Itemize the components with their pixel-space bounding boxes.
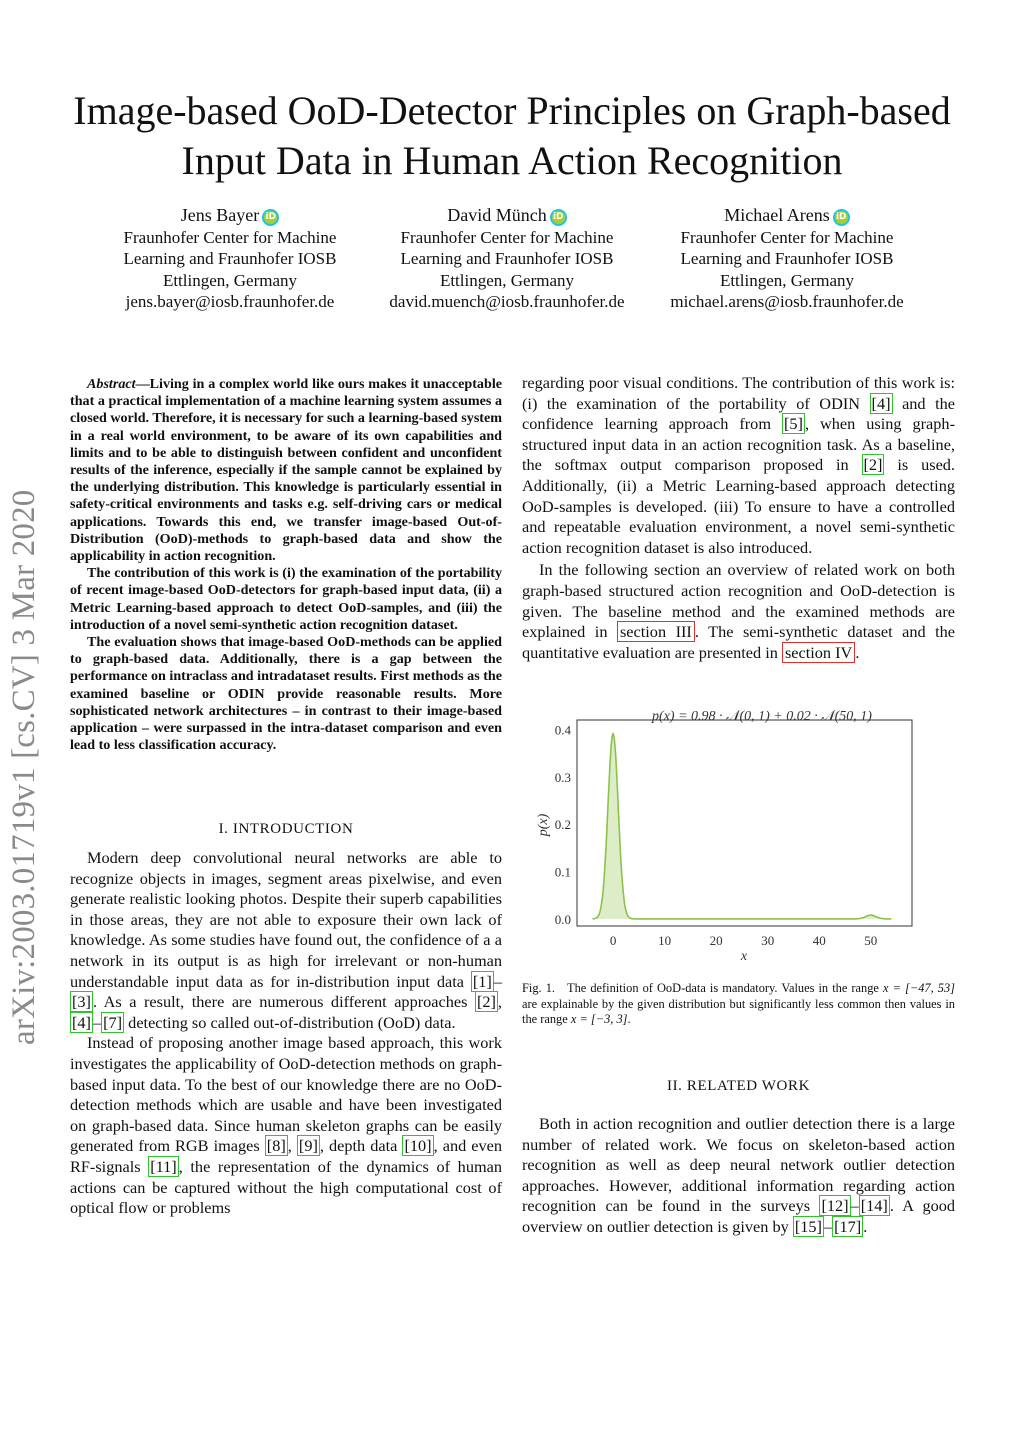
author-city: Ettlingen, Germany (719, 270, 855, 290)
chart-title: p(x) = 0.98 · 𝒩(0, 1) + 0.02 · 𝒩(50, 1) (652, 709, 872, 724)
section-heading-related-work: II. RELATED WORK (666, 1078, 811, 1094)
citation-link[interactable]: [5] (783, 414, 803, 434)
citation-link[interactable]: [2] (863, 455, 883, 475)
citation-link[interactable]: [10] (404, 1136, 432, 1156)
y-axis-label: p(x) (536, 813, 551, 837)
chart-frame (577, 720, 912, 926)
abstract-paragraph: The contribution of this work is (i) the examination of the portability of recent image-based OoD-detectors for graph-based input data, (ii) a Metric Learning-based approach to detect OoD-samples, and (iii) the introduction of a novel semi-synthetic action recognition dataset. (70, 565, 502, 633)
author-email[interactable]: jens.bayer@iosb.fraunhofer.de (125, 292, 335, 311)
section-heading-introduction: I. INTRODUCTION (218, 821, 354, 837)
author-affiliation: Fraunhofer Center for Machine (680, 227, 894, 247)
y-tick-label: 0.3 (554, 769, 571, 785)
citation-link[interactable]: [17] (834, 1216, 862, 1236)
density-area-fill (593, 734, 892, 919)
paper-title: Image-based OoD-Detector Principles on Graph-based Input Data in Human Action Recognition (73, 88, 951, 183)
author-affiliation: Learning and Fraunhofer IOSB (680, 249, 894, 268)
author-name: David Münch (447, 205, 547, 225)
author-affiliation: Fraunhofer Center for Machine (400, 227, 614, 247)
x-tick-label: 20 (709, 933, 723, 948)
x-tick-label: 50 (864, 933, 878, 948)
citation-link[interactable]: [8] (266, 1136, 286, 1156)
author-city: Ettlingen, Germany (162, 270, 298, 290)
figure-1-density-chart (522, 700, 957, 970)
contribution-paragraph: regarding poor visual conditions. The contribution of this work is: (i) the examination of the portability of ODIN [4] and the confidence learning approach from [5] , when using graph-structured input data in an action recognition task. As a baseline, the softmax output comparison proposed in [2] is used. Additionally, (ii) a Metric Learning-based approach detecting OoD-samples is developed. (iii) To ensure to have a controlled and repeatable evaluation environment, a novel semi-synthetic action recognition dataset is also introduced. (522, 373, 955, 557)
x-tick-label: 0 (609, 933, 617, 948)
author-name: Jens Bayer (180, 205, 260, 225)
overview-paragraph: In the following section an overview of related work on both graph-based structured action recognition and OoD-detection is given. The baseline method and the examined methods are explained in section III . The semi-synthetic dataset and the quantitative evaluation are presented in section IV . (522, 560, 956, 662)
x-tick-label: 30 (761, 933, 775, 948)
author-city: Ettlingen, Germany (439, 270, 575, 290)
density-curve (593, 734, 892, 919)
related-work-paragraph: Both in action recognition and outlier detection there is a large number of related work. We focus on skeleton-based action recognition as well as deep neural network outlier detection approaches. However, additional information regarding action recognition can be found in the surveys [12] – [14] . A good overview on outlier detection is given by [15] – [17] . (522, 1114, 956, 1236)
citation-link[interactable]: [3] (72, 992, 91, 1012)
author-affiliation: Learning and Fraunhofer IOSB (400, 249, 614, 268)
y-tick-label: 0.2 (554, 817, 571, 833)
citation-link[interactable]: [12] (821, 1196, 849, 1216)
author-email[interactable]: david.muench@iosb.fraunhofer.de (389, 292, 625, 311)
abstract-paragraph: Living in a complex world like ours makes it unacceptable that a practical implementation of a machine learning system assumes a closed world. Therefore, it is necessary for such a learning-based system in a real world environment, to be aware of its own capabilities and limits and to be able to distinguish between confident and unconfident results of the inference, especially if the sample cannot be explained by the underlying distribution. This knowledge is particularly essential in safety-critical environments and tasks e.g. self-driving cars or medical applications. Towards this end, we transfer image-based Out-of-Distribution (OoD)-methods to graph-based data and show the applicability in action recognition. (70, 376, 502, 565)
author-email[interactable]: michael.arens@iosb.fraunhofer.de (670, 292, 904, 311)
author-block-2 (362, 205, 652, 313)
author-affiliation: Fraunhofer Center for Machine (123, 227, 337, 247)
intro-paragraph: Instead of proposing another image based approach, this work investigates the applicability of OoD-detection methods on graph-based input data. To the best of our knowledge there are no OoD-detection methods which are usable and have been investigated on graph-based data. Since human skeleton graphs can be easily generated from RGB images [8] , [9] , depth data [10] , and even RF-signals [11] , the representation of the dynamics of human actions can be captured without the high computational cost of optical flow or problems (70, 1033, 503, 1218)
author-block-3 (642, 205, 932, 313)
citation-link[interactable]: [9] (298, 1136, 318, 1156)
abstract-paragraph: The evaluation shows that image-based OoD-methods can be applied to graph-based data. Additionally, there is a gap between the performance on intraclass and intradataset results. First methods as the examined baseline or ODIN provide reasonable results. More sophisticated network architectures – in contrast to their image-based application – were surpassed in the intra-dataset comparison and even lead to less classification accuracy. (70, 634, 502, 754)
y-tick-label: 0.4 (554, 722, 571, 738)
intro-paragraph: Modern deep convolutional neural networks are able to recognize objects in images, segment areas pixelwise, and even generate realistic looking photos. Despite their superb capabilities in those areas, they are not able to exposure their own lack of knowledge. As some studies have found out, the confidence of a a network in its output is as high for irrelevant or non-human understandable input data as for in-distribution input data [1] –[3] . As a result, there are numerous different approaches [2] , [4] – [7] detecting so called out-of-distribution (OoD) data. (70, 848, 502, 1032)
section-reference-link[interactable]: section III (617, 621, 695, 642)
orcid-icon[interactable]: iD (550, 209, 567, 226)
introduction-body (70, 848, 502, 1219)
right-column-body (522, 373, 955, 663)
author-affiliation: Learning and Fraunhofer IOSB (123, 249, 337, 268)
arxiv-identifier-stamp: arXiv:2003.01719v1 [cs.CV] 3 Mar 2020 (6, 489, 42, 1045)
figure-1-caption: Fig. 1. The definition of OoD-data is mandatory. Values in the range x = [−47, 53] are explainable by the given distribution but significantly less common then values in the range x = [−3, 3]. (522, 981, 955, 1027)
citation-link[interactable]: [1] (472, 971, 492, 991)
orcid-icon[interactable]: iD (833, 209, 850, 226)
citation-link[interactable]: [2] (476, 992, 496, 1012)
x-tick-label: 10 (658, 933, 672, 948)
citation-link[interactable]: [4] (72, 1012, 91, 1032)
citation-link[interactable]: [4] (871, 393, 891, 413)
citation-link[interactable]: [7] (103, 1012, 123, 1032)
citation-link[interactable]: [11] (150, 1156, 177, 1176)
abstract-label: Abstract (87, 376, 136, 392)
abstract: Abstract—Living in a complex world like ours makes it unacceptable that a practical implementation of a machine learning system assumes a closed world. Therefore, it is necessary for such a learning-based system in a real world environment, to be aware of its own capabilities and limits and to be able to distinguish between confident and unconfident results of the inference, especially if the sample cannot be explained by the underlying distribution. This knowledge is particularly essential in safety-critical environments and tasks e.g. self-driving cars or medical applications. Towards this end, we transfer image-based Out-of-Distribution (OoD)-methods to graph-based data and show the applicability in action recognition. The contribution of this work is (i) the examination of the portability of recent image-based OoD-detectors for graph-based input data, (ii) a Metric Learning-based approach to detect OoD-samples, and (iii) the introduction of a novel semi-synthetic action recognition dataset. The evaluation shows that image-based OoD-methods can be applied to graph-based data. Additionally, there is a gap between the performance on intraclass and intradataset results. First methods as the examined baseline or ODIN provide reasonable results. More sophisticated network architectures – in contrast to their image-based application – were surpassed in the intra-dataset comparison and even lead to less classification accuracy. (70, 376, 502, 754)
citation-link[interactable]: [14] (860, 1196, 888, 1216)
x-axis-label: x (740, 949, 748, 964)
related-work-body (522, 1114, 955, 1238)
citation-link[interactable]: [15] (794, 1216, 822, 1236)
author-name: Michael Arens (724, 205, 830, 225)
y-tick-label: 0.0 (554, 911, 571, 927)
section-reference-link[interactable]: section IV (782, 642, 855, 663)
y-tick-label: 0.1 (554, 864, 571, 880)
author-block-1 (85, 205, 375, 313)
orcid-icon[interactable]: iD (262, 209, 279, 226)
x-tick-label: 40 (812, 933, 826, 948)
caption-label: Fig. 1. (522, 981, 555, 995)
